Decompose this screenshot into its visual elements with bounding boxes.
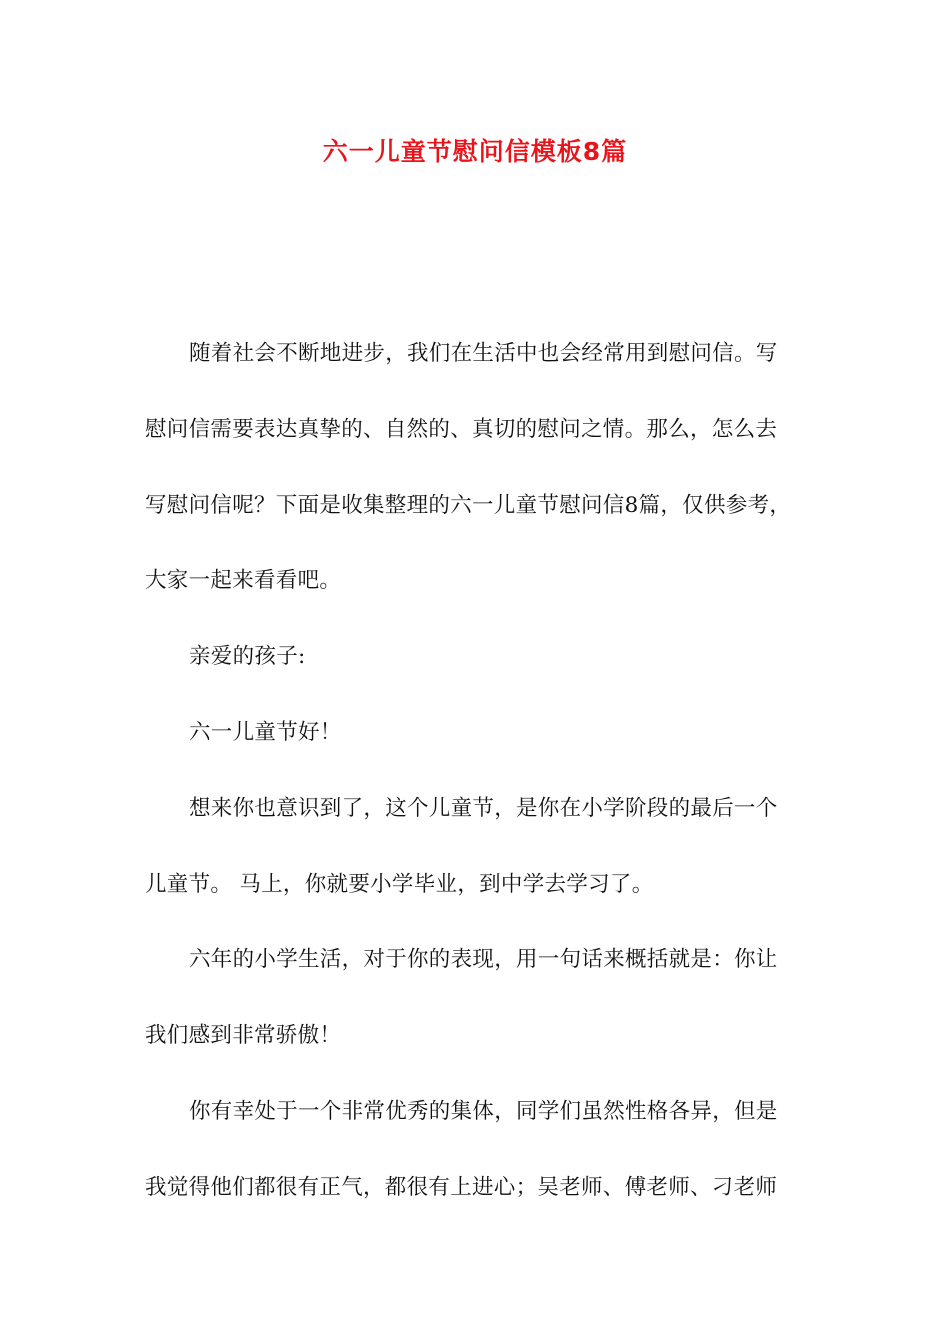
body-line: 想来你也意识到了，这个儿童节，是你在小学阶段的最后一个: [189, 795, 778, 821]
body-line: 儿童节。 马上，你就要小学毕业，到中学去学习了。: [145, 871, 654, 897]
body-line: 六一儿童节好！: [189, 719, 342, 745]
body-line: 你有幸处于一个非常优秀的集体，同学们虽然性格各异，但是: [189, 1098, 778, 1124]
body-line: 写慰问信呢？下面是收集整理的六一儿童节慰问信8篇，仅供参考，: [145, 492, 792, 518]
body-line: 大家一起来看看吧。: [145, 568, 342, 594]
body-line: 我觉得他们都很有正气，都很有上进心；吴老师、傅老师、刁老师: [145, 1174, 778, 1200]
body-line: 慰问信需要表达真挚的、自然的、真切的慰问之情。那么，怎么去: [145, 416, 778, 442]
body-line: 随着社会不断地进步，我们在生活中也会经常用到慰问信。写: [189, 341, 778, 366]
body-line: 六年的小学生活，对于你的表现，用一句话来概括就是：你让: [189, 947, 778, 973]
document-body: [145, 316, 810, 1226]
body-line: 我们感到非常骄傲！: [145, 1023, 342, 1049]
body-line: 亲爱的孩子:: [189, 644, 306, 670]
document-title: 六一儿童节慰问信模板8篇: [322, 137, 628, 166]
